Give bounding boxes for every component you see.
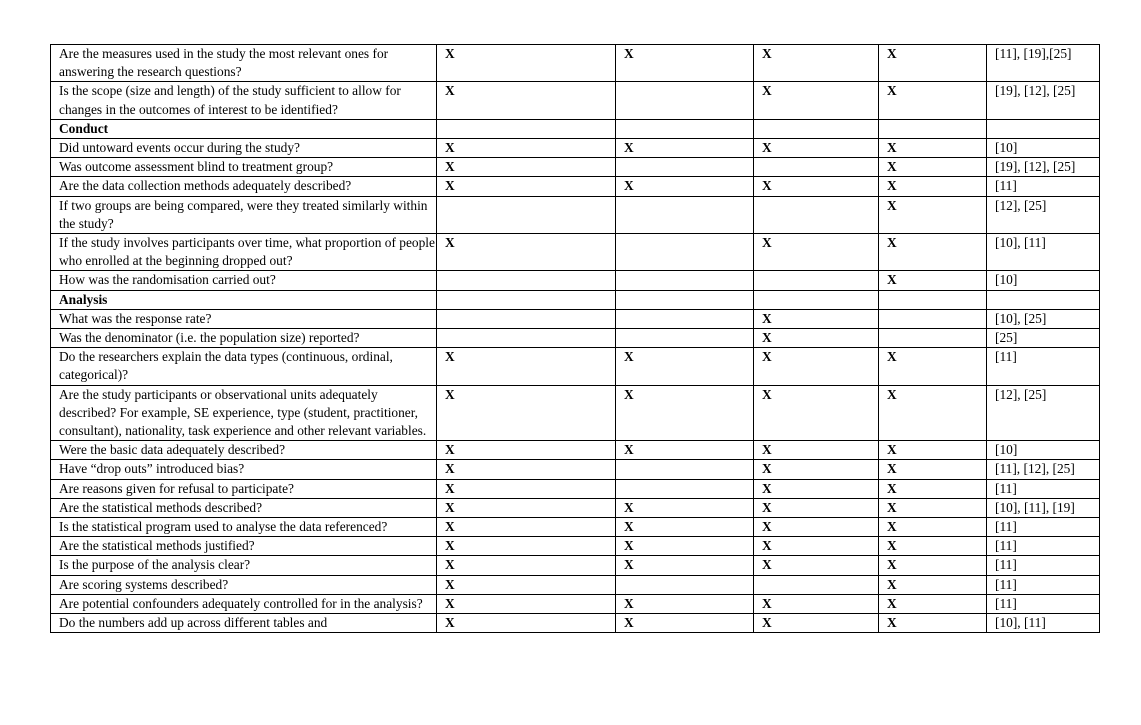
quality-checklist-table: [50, 44, 1100, 633]
mark-cell-3: X: [754, 479, 879, 498]
question-cell: Was outcome assessment blind to treatment group?: [51, 158, 437, 177]
mark-cell-1: X: [437, 385, 616, 441]
mark-cell-3: X: [754, 234, 879, 271]
table-row: [51, 556, 1100, 575]
question-cell: Is the scope (size and length) of the study sufficient to allow for changes in the outcomes of interest to be identified?: [51, 82, 437, 119]
mark-cell-4: [879, 329, 987, 348]
mark-cell-4: X: [879, 45, 987, 82]
references-cell: [11]: [987, 479, 1100, 498]
mark-cell-2: [616, 290, 754, 309]
references-cell: [10], [11]: [987, 234, 1100, 271]
mark-cell-2: [616, 82, 754, 119]
mark-cell-2: X: [616, 45, 754, 82]
mark-cell-1: X: [437, 594, 616, 613]
question-cell: Are the measures used in the study the most relevant ones for answering the research questions?: [51, 45, 437, 82]
mark-cell-2: [616, 196, 754, 233]
mark-cell-2: X: [616, 348, 754, 385]
references-cell: [10], [11], [19]: [987, 498, 1100, 517]
table-row: [51, 498, 1100, 517]
mark-cell-3: X: [754, 460, 879, 479]
references-cell: [11]: [987, 177, 1100, 196]
mark-cell-3: [754, 575, 879, 594]
mark-cell-4: X: [879, 614, 987, 633]
mark-cell-1: [437, 309, 616, 328]
mark-cell-2: [616, 309, 754, 328]
references-cell: [10]: [987, 139, 1100, 158]
mark-cell-1: X: [437, 498, 616, 517]
section-title: Analysis: [51, 290, 437, 309]
mark-cell-3: X: [754, 139, 879, 158]
mark-cell-4: X: [879, 575, 987, 594]
mark-cell-1: [437, 119, 616, 138]
references-cell: [987, 119, 1100, 138]
mark-cell-4: X: [879, 139, 987, 158]
mark-cell-2: X: [616, 441, 754, 460]
mark-cell-3: X: [754, 498, 879, 517]
question-cell: What was the response rate?: [51, 309, 437, 328]
mark-cell-3: [754, 196, 879, 233]
mark-cell-3: X: [754, 518, 879, 537]
mark-cell-2: X: [616, 518, 754, 537]
references-cell: [10]: [987, 441, 1100, 460]
mark-cell-1: X: [437, 575, 616, 594]
mark-cell-3: X: [754, 537, 879, 556]
mark-cell-3: X: [754, 614, 879, 633]
mark-cell-1: [437, 196, 616, 233]
mark-cell-3: [754, 119, 879, 138]
mark-cell-4: X: [879, 498, 987, 517]
references-cell: [11]: [987, 348, 1100, 385]
mark-cell-4: X: [879, 460, 987, 479]
section-title: Conduct: [51, 119, 437, 138]
question-cell: Are the study participants or observational units adequately described? For example, SE experience, type (student, practitioner, consultant), nationality, task experience and other relevant variables.: [51, 385, 437, 441]
mark-cell-2: [616, 271, 754, 290]
mark-cell-4: [879, 119, 987, 138]
mark-cell-2: X: [616, 614, 754, 633]
table-row: [51, 196, 1100, 233]
question-cell: Have “drop outs” introduced bias?: [51, 460, 437, 479]
table-row: [51, 329, 1100, 348]
references-cell: [10], [25]: [987, 309, 1100, 328]
mark-cell-3: X: [754, 556, 879, 575]
table-row: [51, 441, 1100, 460]
question-cell: Did untoward events occur during the study?: [51, 139, 437, 158]
mark-cell-2: X: [616, 177, 754, 196]
mark-cell-4: X: [879, 441, 987, 460]
question-cell: Are the data collection methods adequately described?: [51, 177, 437, 196]
table-row: [51, 537, 1100, 556]
question-cell: Is the purpose of the analysis clear?: [51, 556, 437, 575]
mark-cell-4: [879, 309, 987, 328]
mark-cell-3: [754, 158, 879, 177]
mark-cell-3: X: [754, 82, 879, 119]
table-row: [51, 594, 1100, 613]
table-row: [51, 177, 1100, 196]
question-cell: Are reasons given for refusal to participate?: [51, 479, 437, 498]
table-row: [51, 479, 1100, 498]
mark-cell-3: X: [754, 441, 879, 460]
mark-cell-3: X: [754, 177, 879, 196]
mark-cell-3: [754, 271, 879, 290]
table-row: [51, 158, 1100, 177]
mark-cell-1: X: [437, 82, 616, 119]
question-cell: If the study involves participants over time, what proportion of people who enrolled at the beginning dropped out?: [51, 234, 437, 271]
mark-cell-1: X: [437, 45, 616, 82]
references-cell: [12], [25]: [987, 385, 1100, 441]
mark-cell-3: X: [754, 45, 879, 82]
section-header-row: [51, 119, 1100, 138]
mark-cell-1: X: [437, 158, 616, 177]
question-cell: Are potential confounders adequately controlled for in the analysis?: [51, 594, 437, 613]
mark-cell-4: X: [879, 177, 987, 196]
mark-cell-1: X: [437, 556, 616, 575]
mark-cell-2: X: [616, 498, 754, 517]
mark-cell-1: X: [437, 348, 616, 385]
table-row: [51, 348, 1100, 385]
table-row: [51, 82, 1100, 119]
table-body: [51, 45, 1100, 633]
mark-cell-2: [616, 575, 754, 594]
table-row: [51, 45, 1100, 82]
references-cell: [11], [12], [25]: [987, 460, 1100, 479]
mark-cell-1: X: [437, 234, 616, 271]
mark-cell-1: X: [437, 537, 616, 556]
question-cell: Are scoring systems described?: [51, 575, 437, 594]
question-cell: Do the researchers explain the data types (continuous, ordinal, categorical)?: [51, 348, 437, 385]
question-cell: Is the statistical program used to analyse the data referenced?: [51, 518, 437, 537]
mark-cell-3: [754, 290, 879, 309]
mark-cell-4: X: [879, 271, 987, 290]
table-row: [51, 271, 1100, 290]
mark-cell-4: X: [879, 158, 987, 177]
mark-cell-1: X: [437, 479, 616, 498]
question-cell: If two groups are being compared, were they treated similarly within the study?: [51, 196, 437, 233]
question-cell: Were the basic data adequately described?: [51, 441, 437, 460]
question-cell: How was the randomisation carried out?: [51, 271, 437, 290]
references-cell: [987, 290, 1100, 309]
mark-cell-2: [616, 479, 754, 498]
mark-cell-1: X: [437, 460, 616, 479]
mark-cell-2: [616, 119, 754, 138]
mark-cell-4: X: [879, 518, 987, 537]
table-row: [51, 518, 1100, 537]
table-row: [51, 385, 1100, 441]
mark-cell-2: X: [616, 537, 754, 556]
mark-cell-4: X: [879, 348, 987, 385]
mark-cell-1: X: [437, 441, 616, 460]
references-cell: [11]: [987, 594, 1100, 613]
mark-cell-3: X: [754, 329, 879, 348]
table-row: [51, 460, 1100, 479]
mark-cell-2: [616, 158, 754, 177]
mark-cell-1: X: [437, 139, 616, 158]
question-cell: Are the statistical methods justified?: [51, 537, 437, 556]
references-cell: [19], [12], [25]: [987, 82, 1100, 119]
references-cell: [19], [12], [25]: [987, 158, 1100, 177]
mark-cell-3: X: [754, 594, 879, 613]
mark-cell-4: X: [879, 385, 987, 441]
mark-cell-4: X: [879, 556, 987, 575]
mark-cell-4: [879, 290, 987, 309]
question-cell: Are the statistical methods described?: [51, 498, 437, 517]
mark-cell-1: X: [437, 177, 616, 196]
mark-cell-2: [616, 329, 754, 348]
table-row: [51, 575, 1100, 594]
mark-cell-2: X: [616, 139, 754, 158]
mark-cell-4: X: [879, 234, 987, 271]
mark-cell-2: X: [616, 556, 754, 575]
table-row: [51, 614, 1100, 633]
table-row: [51, 234, 1100, 271]
mark-cell-4: X: [879, 594, 987, 613]
mark-cell-2: X: [616, 385, 754, 441]
mark-cell-3: X: [754, 309, 879, 328]
mark-cell-1: [437, 329, 616, 348]
mark-cell-4: X: [879, 196, 987, 233]
mark-cell-1: X: [437, 518, 616, 537]
mark-cell-2: [616, 234, 754, 271]
references-cell: [11]: [987, 537, 1100, 556]
section-header-row: [51, 290, 1100, 309]
mark-cell-3: X: [754, 348, 879, 385]
references-cell: [12], [25]: [987, 196, 1100, 233]
references-cell: [11]: [987, 575, 1100, 594]
mark-cell-3: X: [754, 385, 879, 441]
table-row: [51, 139, 1100, 158]
mark-cell-4: X: [879, 82, 987, 119]
references-cell: [10]: [987, 271, 1100, 290]
references-cell: [25]: [987, 329, 1100, 348]
references-cell: [10], [11]: [987, 614, 1100, 633]
mark-cell-1: [437, 290, 616, 309]
question-cell: Do the numbers add up across different tables and: [51, 614, 437, 633]
question-cell: Was the denominator (i.e. the population size) reported?: [51, 329, 437, 348]
mark-cell-4: X: [879, 537, 987, 556]
mark-cell-1: X: [437, 614, 616, 633]
mark-cell-2: X: [616, 594, 754, 613]
mark-cell-4: X: [879, 479, 987, 498]
references-cell: [11]: [987, 556, 1100, 575]
references-cell: [11]: [987, 518, 1100, 537]
mark-cell-1: [437, 271, 616, 290]
references-cell: [11], [19],[25]: [987, 45, 1100, 82]
table-row: [51, 309, 1100, 328]
mark-cell-2: [616, 460, 754, 479]
